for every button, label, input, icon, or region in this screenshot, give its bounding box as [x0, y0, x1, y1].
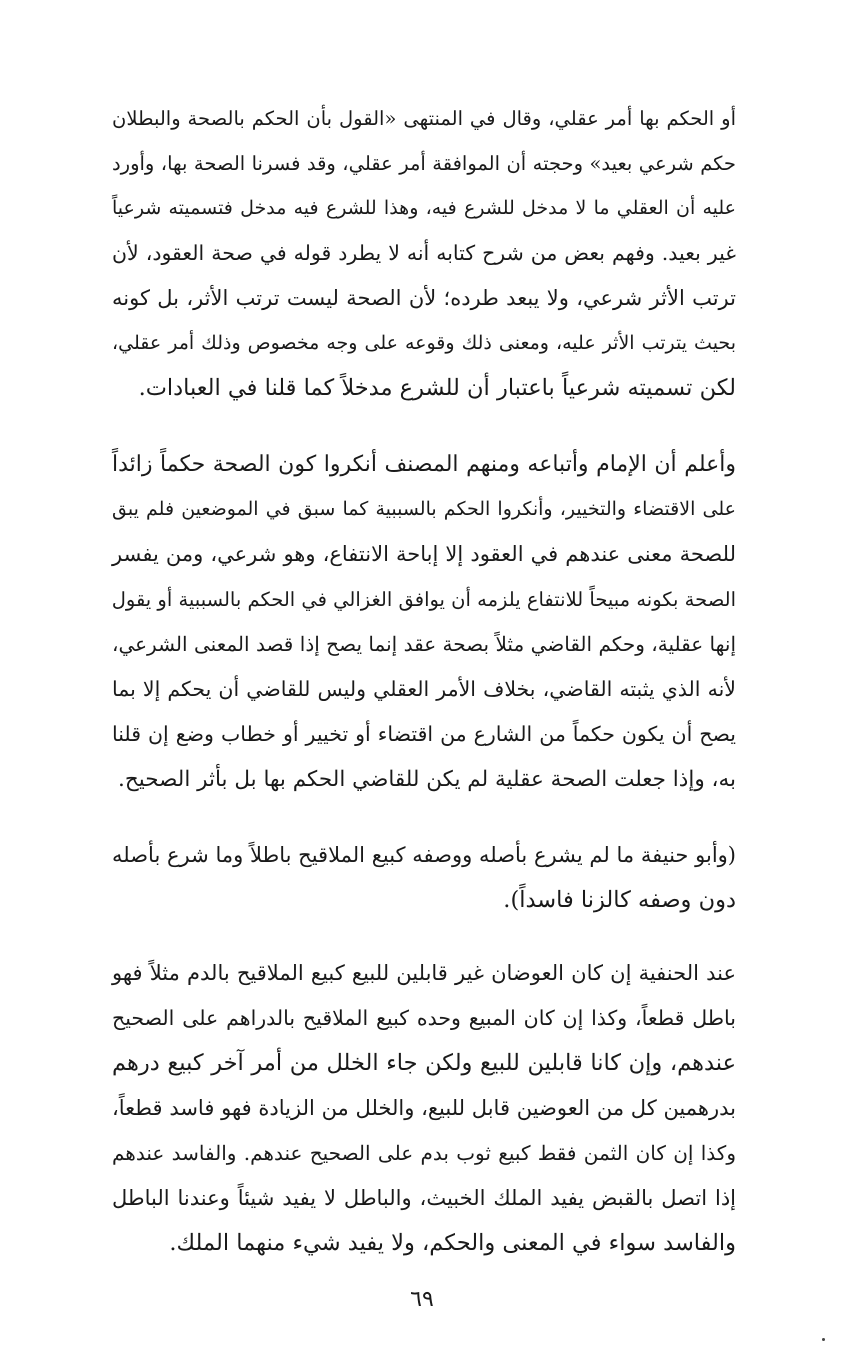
text-line: إنها عقلية، وحكم القاضي مثلاً بصحة عقد إنما يصح إذا قصد المعنى الشرعي، — [112, 632, 736, 656]
text-line: والفاسد سواء في المعنى والحكم، ولا يفيد شيء منهما الملك. — [169, 1230, 736, 1256]
paragraph-4 — [112, 951, 736, 1266]
text-line: وكذا إن كان الثمن فقط كبيع ثوب بدم على الصحيح عندهم. والفاسد عندهم — [112, 1141, 736, 1165]
text-line: ترتب الأثر شرعي، ولا يبعد طرده؛ لأن الصحة ليست ترتب الأثر، بل كونه — [112, 286, 736, 310]
text-line: عند الحنفية إن كان العوضان غير قابلين للبيع كبيع الملاقيح بالدم مثلاً فهو — [112, 961, 736, 985]
text-line: إذا اتصل بالقبض يفيد الملك الخبيث، والباطل لا يفيد شيئاً وعندنا الباطل — [112, 1186, 736, 1210]
text-line: حكم شرعي بعيد» وحجته أن الموافقة أمر عقلي، وقد فسرنا الصحة بها، وأورد — [112, 152, 736, 175]
paragraph-1 — [112, 96, 736, 411]
text-line: غير بعيد. وفهم بعض من شرح كتابه أنه لا يطرد قوله في صحة العقود، لأن — [112, 241, 736, 265]
text-line: لكن تسميته شرعياً باعتبار أن للشرع مدخلاً كما قلنا في العبادات. — [138, 375, 736, 401]
text-line: عندهم، وإن كانا قابلين للبيع ولكن جاء الخلل من أمر آخر كبيع درهم — [112, 1050, 736, 1076]
text-line: يصح أن يكون حكماً من الشارع من اقتضاء أو تخيير أو خطاب وضع إن قلنا — [112, 722, 736, 746]
paragraph-2 — [112, 442, 736, 802]
matn-quote-paragraph — [112, 833, 736, 923]
text-line: (وأبو حنيفة ما لم يشرع بأصله ووصفه كبيع الملاقيح باطلاً وما شرع بأصله — [112, 843, 736, 867]
text-line: دون وصفه كالزنا فاسداً). — [503, 887, 736, 913]
text-line: الصحة بكونه مبيحاً للانتفاع يلزمه أن يوافق الغزالي في الحكم بالسببية أو يقول — [111, 588, 736, 611]
text-line: وأعلم أن الإمام وأتباعه ومنهم المصنف أنكروا كون الصحة حكماً زائداً — [112, 452, 736, 477]
text-line: أو الحكم بها أمر عقلي، وقال في المنتهى «القول بأن الحكم بالصحة والبطلان — [112, 107, 736, 130]
text-line: لأنه الذي يثبته القاضي، بخلاف الأمر العقلي وليس للقاضي أن يحكم إلا بما — [112, 677, 736, 701]
text-line: به، وإذا جعلت الصحة عقلية لم يكن للقاضي الحكم بها بل بأثر الصحيح. — [118, 767, 736, 792]
text-line: للصحة معنى عندهم في العقود إلا إباحة الانتفاع، وهو شرعي، ومن يفسر — [112, 542, 736, 566]
text-line: باطل قطعاً، وكذا إن كان المبيع وحده كبيع الملاقيح بالدراهم على الصحيح — [112, 1006, 736, 1030]
text-line: عليه أن العقلي ما لا مدخل للشرع فيه، وهذا للشرع فيه مدخل فتسميته شرعياً — [112, 197, 736, 219]
text-line: على الاقتضاء والتخيير، وأنكروا الحكم بالسببية كما سبق في الموضعين فلم يبق — [112, 498, 736, 520]
text-line: بحيث يترتب الأثر عليه، ومعنى ذلك وقوعه على وجه مخصوص وذلك أمر عقلي، — [112, 332, 736, 354]
page-number: ٦٩ — [410, 1287, 434, 1312]
text-line: بدرهمين كل من العوضين قابل للبيع، والخلل من الزيادة فهو فاسد قطعاً، — [112, 1096, 736, 1120]
scan-speck — [822, 1338, 825, 1341]
